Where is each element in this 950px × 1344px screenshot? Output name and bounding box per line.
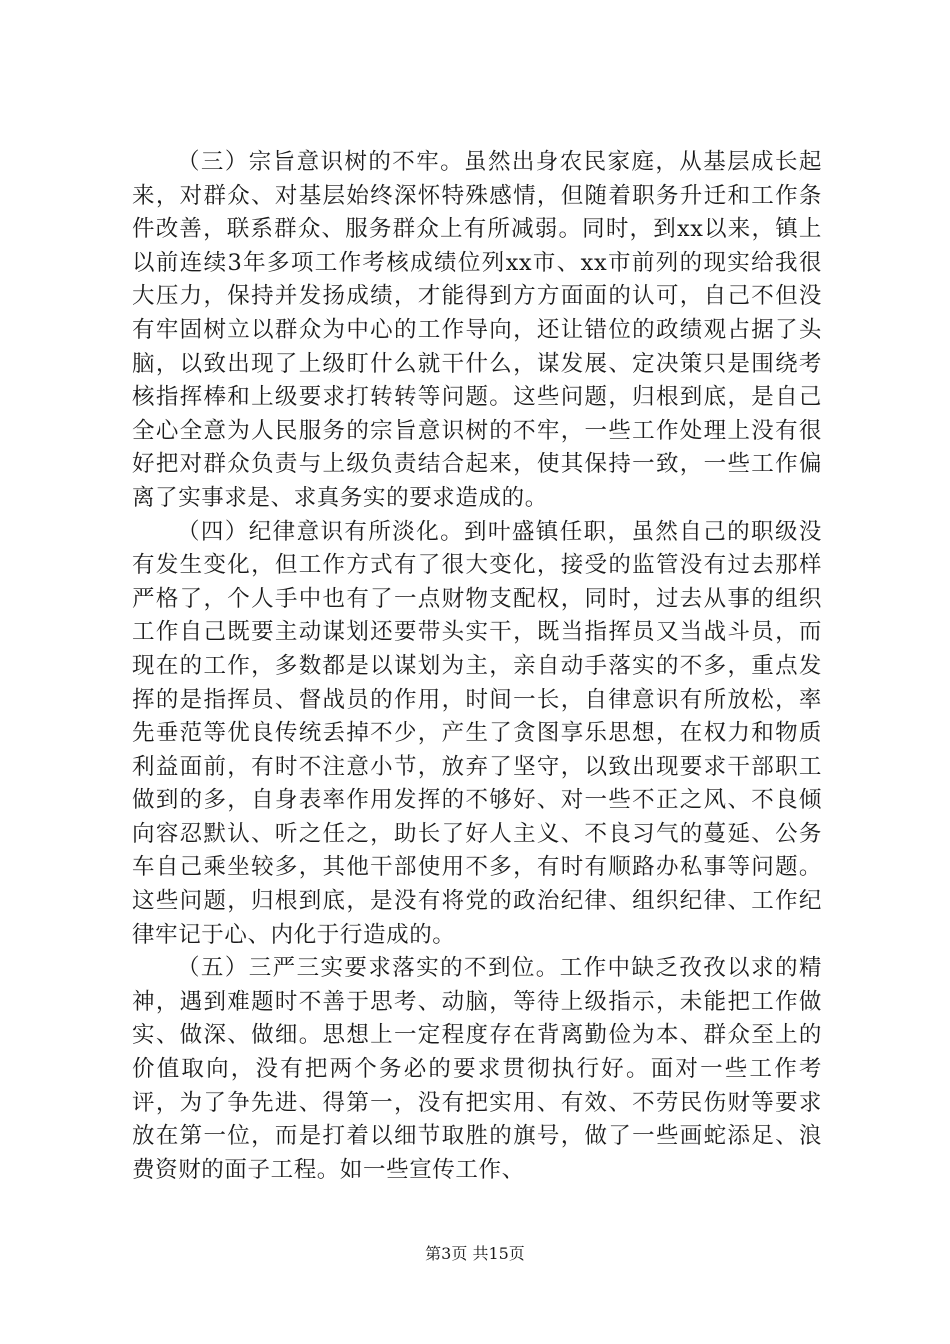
paragraph-4: （四）纪律意识有所淡化。到叶盛镇任职，虽然自己的职级没有发生变化，但工作方式有了很大变化，接受的监管没有过去那样严格了，个人手中也有了一点财物支配权，同时，过去从事的组织工作自己既要主动谋划还要带头实干，既当指挥员又当战斗员，而现在的工作，多数都是以谋划为主，亲自动手落实的不多，重点发挥的是指挥员、督战员的作用，时间一长，自律意识有所放松，率先垂范等优良传统丢掉不少，产生了贪图享乐思想，在权力和物质利益面前，有时不注意小节，放弃了坚守，以致出现要求干部职工做到的多，自身表率作用发挥的不够好、对一些不正之风、不良倾向容忍默认、听之任之，助长了好人主义、不良习气的蔓延、公务车自己乘坐较多，其他干部使用不多，有时有顺路办私事等问题。这些问题，归根到底，是没有将党的政治纪律、组织纪律、工作纪律牢记于心、内化于行造成的。 <box>132 518 822 948</box>
page-footer <box>0 1243 950 1265</box>
paragraph-5: （五）三严三实要求落实的不到位。工作中缺乏孜孜以求的精神，遇到难题时不善于思考、动脑，等待上级指示，未能把工作做实、做深、做细。思想上一定程度存在背离勤俭为本、群众至上的价值取向，没有把两个务必的要求贯彻执行好。面对一些工作考评，为了争先进、得第一，没有把实用、有效、不劳民伤财等要求放在第一位，而是打着以细节取胜的旗号，做了一些画蛇添足、浪费资财的面子工程。如一些宣传工作、 <box>132 955 822 1183</box>
body-text <box>132 146 822 1187</box>
paragraph-3: （三）宗旨意识树的不牢。虽然出身农民家庭，从基层成长起来，对群众、对基层始终深怀特殊感情，但随着职务升迁和工作条件改善，联系群众、服务群众上有所减弱。同时，到xx以来，镇上以前连续3年多项工作考核成绩位列xx市、xx市前列的现实给我很大压力，保持并发扬成绩，才能得到方方面面的认可，自己不但没有牢固树立以群众为中心的工作导向，还让错位的政绩观占据了头脑，以致出现了上级盯什么就干什么，谋发展、定决策只是围绕考核指挥棒和上级要求打转转等问题。这些问题，归根到底，是自己全心全意为人民服务的宗旨意识树的不牢，一些工作处理上没有很好把对群众负责与上级负责结合起来，使其保持一致，一些工作偏离了实事求是、求真务实的要求造成的。 <box>132 149 822 511</box>
page-number: 第3页 共15页 <box>425 1244 525 1263</box>
